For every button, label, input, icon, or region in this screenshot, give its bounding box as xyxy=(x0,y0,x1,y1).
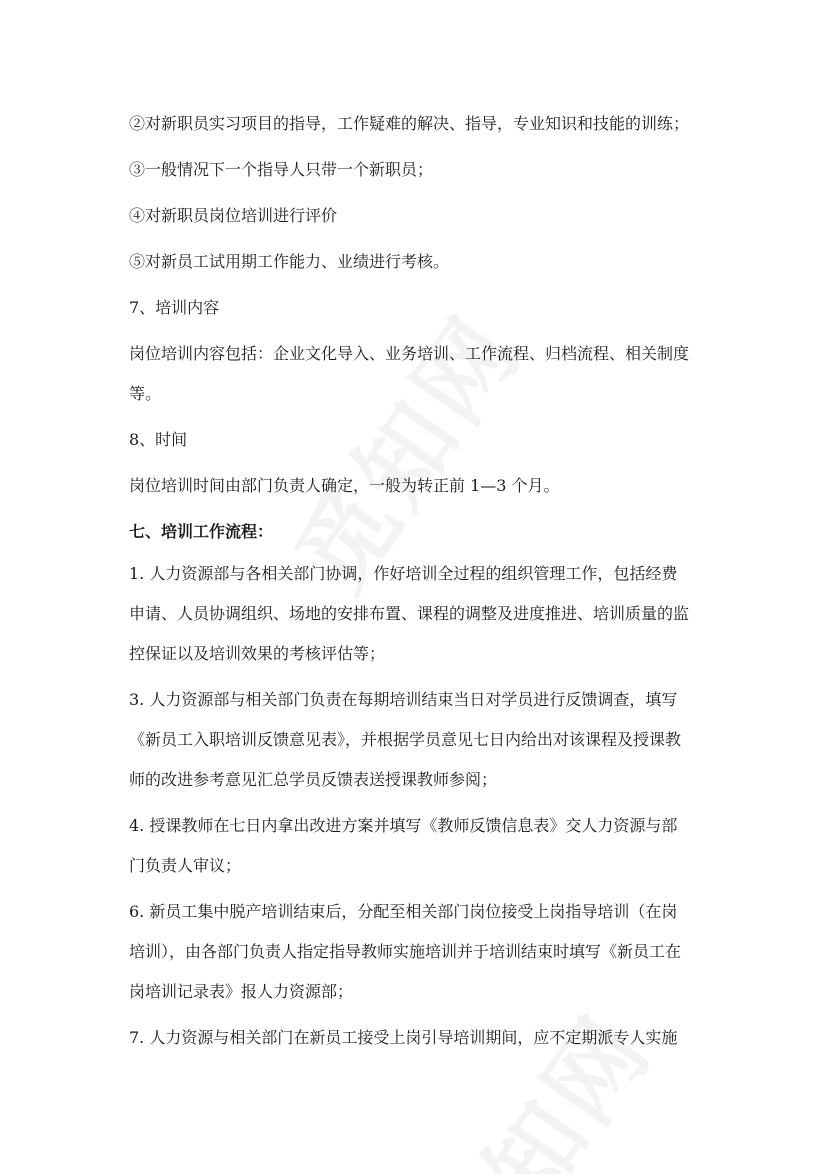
section-training-content xyxy=(129,288,719,328)
text-line: 6. 新员工集中脱产培训结束后，分配至相关部门岗位接受上岗指导培训（在岗 xyxy=(129,902,678,921)
text-line: 《新员工入职培训反馈意见表》，并根据学员意见七日内给出对该课程及授课教 xyxy=(129,730,682,749)
paragraph-step-4 xyxy=(129,806,719,886)
paragraph-step-7 xyxy=(129,1018,719,1058)
paragraph-time xyxy=(129,466,719,506)
text-line: 控保证以及培训效果的考核评估等； xyxy=(129,644,386,663)
section-heading: 7、培训内容 xyxy=(129,298,220,317)
text-line: 7. 人力资源与相关部门在新员工接受上岗引导培训期间，应不定期派专人实施 xyxy=(129,1028,678,1047)
paragraph-assess xyxy=(129,242,719,282)
text-line: 岗位培训时间由部门负责人确定，一般为转正前 1—3 个月。 xyxy=(129,476,560,495)
paragraph-step-6 xyxy=(129,892,719,1012)
paragraph-step-1 xyxy=(129,554,719,674)
text-line: 1. 人力资源部与各相关部门协调，作好培训全过程的组织管理工作，包括经费 xyxy=(129,564,678,583)
section-heading-bold: 七、培训工作流程： xyxy=(129,522,274,541)
text-line: 3. 人力资源部与相关部门负责在每期培训结束当日对学员进行反馈调查，填写 xyxy=(129,690,678,709)
text-line: ⑤对新员工试用期工作能力、业绩进行考核。 xyxy=(129,252,450,271)
text-line: 4. 授课教师在七日内拿出改进方案并填写《教师反馈信息表》交人力资源与部 xyxy=(129,816,678,835)
paragraph-evaluate xyxy=(129,196,719,236)
text-line: 等。 xyxy=(129,384,162,403)
text-line: ②对新职员实习项目的指导，工作疑难的解决、指导，专业知识和技能的训练； xyxy=(129,114,690,133)
text-line: 岗位培训内容包括：企业文化导入、业务培训、工作流程、归档流程、相关制度 xyxy=(129,344,690,363)
text-line: 师的改进参考意见汇总学员反馈表送授课教师参阅； xyxy=(129,770,498,789)
text-line: 门负责人审议； xyxy=(129,856,242,875)
paragraph-instruct-new-staff xyxy=(129,104,719,144)
text-line: 岗培训记录表》报人力资源部； xyxy=(129,982,354,1001)
text-line: ④对新职员岗位培训进行评价 xyxy=(129,206,338,225)
section-workflow xyxy=(129,512,719,552)
document-body xyxy=(129,104,719,1058)
paragraph-step-3 xyxy=(129,680,719,800)
paragraph-content-list xyxy=(129,334,719,414)
section-time xyxy=(129,420,719,460)
text-line: ③一般情况下一个指导人只带一个新职员； xyxy=(129,160,434,179)
text-line: 培训），由各部门负责人指定指导教师实施培训并于培训结束时填写《新员工在 xyxy=(129,942,682,961)
paragraph-one-mentor xyxy=(129,150,719,190)
section-heading: 8、时间 xyxy=(129,430,188,449)
text-line: 申请、人员协调组织、场地的安排布置、课程的调整及进度推进、培训质量的监 xyxy=(129,604,690,623)
